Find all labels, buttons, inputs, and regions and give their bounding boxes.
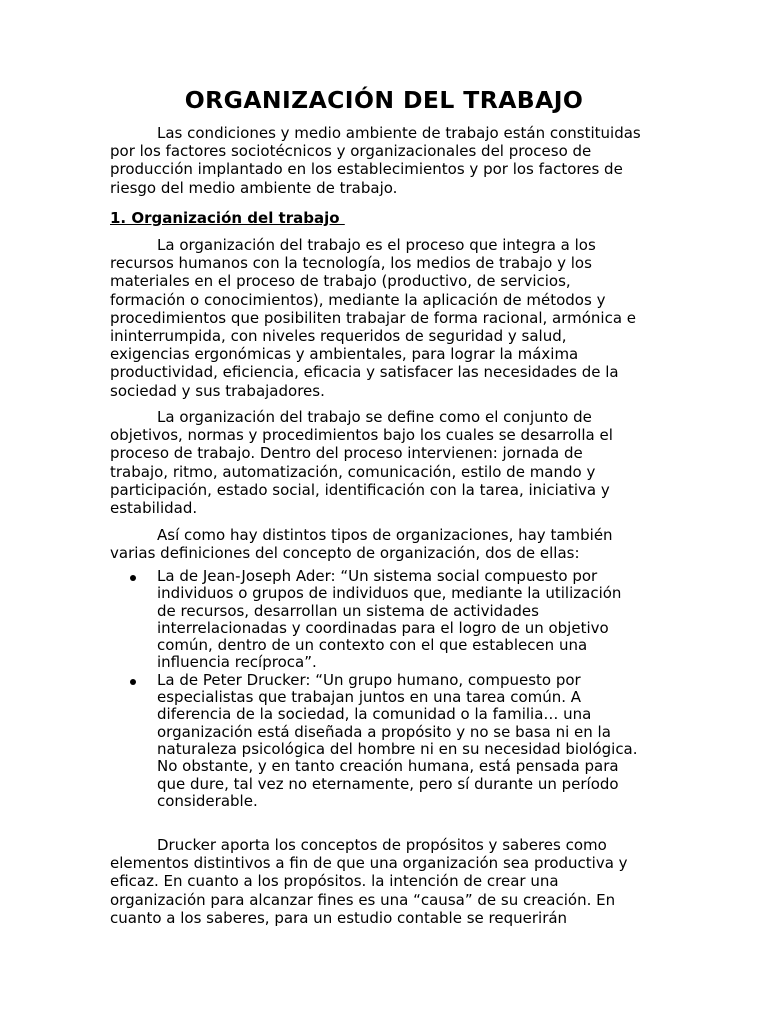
list-item-ader — [110, 568, 670, 672]
list-item-line: No obstante, y en tanto creación humana, está pensada para — [157, 757, 619, 776]
paragraph-line: por los factores sociotécnicos y organizacionales del proceso de — [110, 142, 592, 161]
paragraph-line: Drucker aporta los conceptos de propósitos y saberes como — [157, 836, 607, 854]
paragraph-line: producción implantado en los establecimientos y por los factores de — [110, 160, 623, 179]
list-item-line: naturaleza psicológica del hombre ni en su necesidad biológica. — [157, 739, 638, 758]
paragraph-line: estabilidad. — [110, 498, 198, 517]
list-item-line: La de Jean-Joseph Ader: “Un sistema social compuesto por — [157, 567, 598, 585]
paragraph-line: riesgo del medio ambiente de trabajo. — [110, 178, 398, 197]
paragraph-line: trabajo, ritmo, automatización, comunicación, estilo de mando y — [110, 462, 596, 481]
paragraph-line: recursos humanos con la tecnología, los medios de trabajo y los — [110, 254, 592, 273]
list-item-line: influencia recíproca”. — [157, 653, 317, 672]
paragraph-line: proceso de trabajo. Dentro del proceso intervienen: jornada de — [110, 444, 583, 463]
list-item-line: que dure, tal vez no eternamente, pero sí durante un período — [157, 774, 619, 793]
paragraph-line: La organización del trabajo se define como el conjunto de — [157, 408, 592, 426]
paragraph-line: cuanto a los saberes, para un estudio contable se requerirán — [110, 908, 568, 927]
paragraph-line: organización para alcanzar fines es una “causa” de su creación. En — [110, 890, 616, 909]
list-item-line: especialistas que trabajan juntos en una tarea común. A — [157, 688, 582, 707]
paragraph-line: Así como hay distintos tipos de organizaciones, hay también — [157, 526, 613, 544]
list-item-line: considerable. — [157, 791, 258, 810]
paragraph-line: objetivos, normas y procedimientos bajo los cuales se desarrolla el — [110, 426, 613, 445]
page-title: ORGANIZACIÓN DEL TRABAJO — [184, 86, 584, 114]
bullet-icon — [130, 679, 136, 685]
paragraph-definicion — [110, 408, 670, 517]
paragraph-line: sociedad y sus trabajadores. — [110, 381, 325, 400]
paragraph-line: elementos distintivos a fin de que una organización sea productiva y — [110, 854, 628, 873]
intro-paragraph — [110, 124, 670, 197]
section-heading: 1. Organización del trabajo — [110, 209, 345, 227]
list-item-line: organización está diseñada a propósito y no se basa ni en la — [157, 722, 611, 741]
paragraph-line: ininterrumpida, con niveles requeridos de seguridad y salud, — [110, 326, 567, 345]
paragraph-line: eficaz. En cuanto a los propósitos. la intención de crear una — [110, 872, 559, 891]
list-item-line: individuos o grupos de individuos que, mediante la utilización — [157, 584, 622, 603]
paragraph-tipos — [110, 526, 670, 562]
paragraph-drucker — [110, 836, 670, 927]
list-item-line: La de Peter Drucker: “Un grupo humano, compuesto por — [157, 670, 581, 689]
bullet-icon — [130, 575, 136, 581]
paragraph-line: varias definiciones del concepto de organización, dos de ellas: — [110, 544, 580, 563]
list-item-drucker — [110, 672, 670, 810]
paragraph-line: La organización del trabajo es el proceso que integra a los — [157, 236, 596, 254]
paragraph-line: formación o conocimientos), mediante la aplicación de métodos y — [110, 290, 606, 309]
paragraph-line: materiales en el proceso de trabajo (productivo, de servicios, — [110, 272, 571, 291]
paragraph-line: procedimientos que posibiliten trabajar de forma racional, armónica e — [110, 308, 637, 327]
paragraph-line: Las condiciones y medio ambiente de trabajo están constituidas — [157, 124, 641, 142]
list-item-line: común, dentro de un contexto con el que establecen una — [157, 636, 588, 655]
list-item-line: diferencia de la sociedad, la comunidad o la familia… una — [157, 705, 592, 724]
paragraph-line: participación, estado social, identificación con la tarea, iniciativa y — [110, 480, 610, 499]
paragraph-line: exigencias ergonómicas y ambientales, para lograr la máxima — [110, 345, 579, 364]
list-item-line: interrelacionadas y coordinadas para el logro de un objetivo — [157, 618, 609, 637]
paragraph-line: productividad, eficiencia, eficacia y satisfacer las necesidades de la — [110, 363, 619, 382]
paragraph-organizacion — [110, 236, 670, 400]
definitions-list — [110, 568, 670, 810]
list-item-line: de recursos, desarrollan un sistema de actividades — [157, 601, 539, 620]
